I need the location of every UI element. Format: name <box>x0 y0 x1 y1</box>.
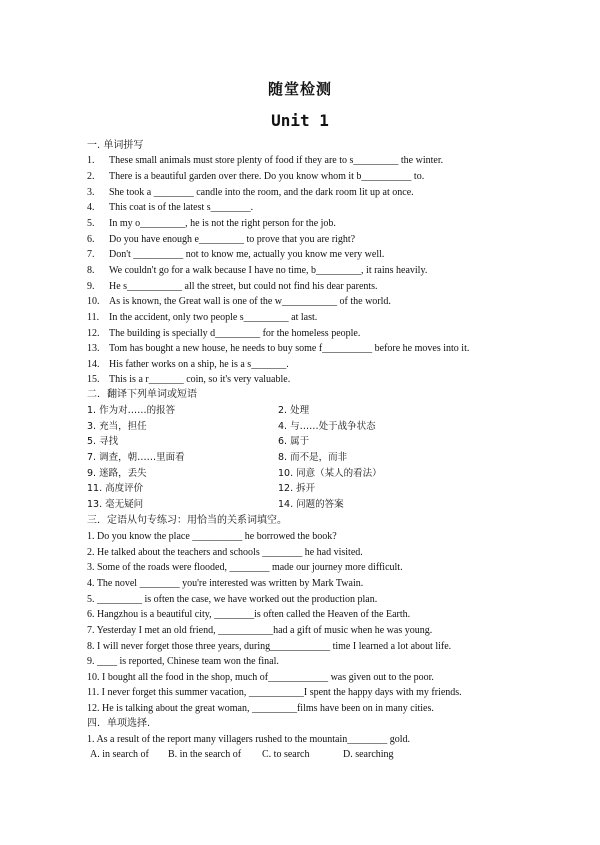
s3-item-1: 1. Do you know the place __________ he borrowed the book? <box>87 531 337 542</box>
section2-heading: 二．翻译下列单词或短语 <box>87 389 197 400</box>
s4-option-d: D. searching <box>343 749 394 760</box>
s3-item-5: 5. _________ is often the case, we have worked out the production plan. <box>87 594 378 605</box>
s2-left-6: 11. 高度评价 <box>87 483 144 494</box>
s1-item-3: 3. She took a ________ candle into the room, and the dark room lit up at once. <box>87 187 414 198</box>
s2-left-7: 13. 毫无疑问 <box>87 499 144 510</box>
s4-option-b: B. in the search of <box>168 749 242 760</box>
section4-heading: 四．单项选择. <box>87 718 151 729</box>
s4-question-1: 1. As a result of the report many villagers rushed to the mountain________ gold. <box>87 734 410 745</box>
s1-item-12: 12. The building is specially d_________ for the homeless people. <box>87 328 361 339</box>
s3-item-3: 3. Some of the roads were flooded, ________ made our journey more difficult. <box>87 562 403 573</box>
s1-item-2: 2. There is a beautiful garden over there. Do you know whom it b__________ to. <box>87 171 425 182</box>
s1-item-14: 14. His father works on a ship, he is a s_______. <box>87 359 289 370</box>
s4-option-a: A. in search of <box>90 749 149 760</box>
s3-item-4: 4. The novel ________ you're interested was written by Mark Twain. <box>87 578 364 589</box>
s3-item-9: 9. ____ is reported, Chinese team won the final. <box>87 656 279 667</box>
s3-item-10: 10. I bought all the food in the shop, much of____________ was given out to the poor. <box>87 672 434 683</box>
s1-item-10: 10. As is known, the Great wall is one of the w___________ of the world. <box>87 296 391 307</box>
s1-item-5: 5. In my o_________, he is not the right person for the job. <box>87 218 336 229</box>
s3-item-12: 12. He is talking about the great woman, _________films have been on in many cities. <box>87 703 434 714</box>
s2-right-1: 2. 处理 <box>278 405 310 416</box>
s2-right-5: 10. 同意（某人的看法） <box>278 468 382 479</box>
page-title: 随堂检测 <box>267 80 332 98</box>
s2-right-3: 6. 属于 <box>278 436 310 447</box>
unit-title: Unit 1 <box>271 111 329 130</box>
s3-item-2: 2. He talked about the teachers and schools ________ he had visited. <box>87 547 363 558</box>
s1-item-8: 8. We couldn't go for a walk because I have no time, b_________, it rains heavily. <box>87 265 428 276</box>
s3-item-6: 6. Hangzhou is a beautiful city, ________is often called the Heaven of the Earth. <box>87 609 411 620</box>
s2-right-7: 14. 问题的答案 <box>278 499 344 510</box>
s2-left-1: 1. 作为对……的报答 <box>87 405 176 416</box>
s1-item-15: 15. This is a r_______ coin, so it's very valuable. <box>87 374 291 385</box>
section1-heading: 一. 单词拼写 <box>87 140 144 151</box>
s2-right-6: 12. 拆开 <box>278 483 316 494</box>
s2-left-3: 5. 寻找 <box>87 436 119 447</box>
s2-left-2: 3. 充当，担任 <box>87 421 147 432</box>
s4-option-c: C. to search <box>262 749 310 760</box>
s3-item-8: 8. I will never forget those three years, during____________ time I learned a lot about life. <box>87 641 452 652</box>
s1-item-6: 6. Do you have enough e_________ to prove that you are right? <box>87 234 356 245</box>
s1-item-7: 7. Don't __________ not to know me, actually you know me very well. <box>87 249 385 260</box>
s2-left-5: 9. 迷路，丢失 <box>87 468 147 479</box>
s3-item-7: 7. Yesterday I met an old friend, ___________had a gift of music when he was young. <box>87 625 433 636</box>
s1-item-11: 11. In the accident, only two people s_________ at last. <box>87 312 318 323</box>
s2-right-4: 8. 而不是，而非 <box>278 452 348 463</box>
s2-left-4: 7. 调查，朝……里面看 <box>87 452 185 463</box>
s1-item-4: 4. This coat is of the latest s________. <box>87 202 254 213</box>
section3-heading: 三．定语从句专练习：用恰当的关系词填空。 <box>87 515 287 526</box>
s2-right-2: 4. 与……处于战争状态 <box>278 421 376 432</box>
s1-item-9: 9. He s___________ all the street, but could not find his dear parents. <box>87 281 378 292</box>
s3-item-11: 11. I never forget this summer vacation, ___________I spent the happy days with my friends. <box>87 687 462 698</box>
s1-item-13: 13. Tom has bought a new house, he needs to buy some f__________ before he moves into it. <box>87 343 470 354</box>
s1-item-1: 1. These small animals must store plenty of food if they are to s_________ the winter. <box>87 155 444 166</box>
